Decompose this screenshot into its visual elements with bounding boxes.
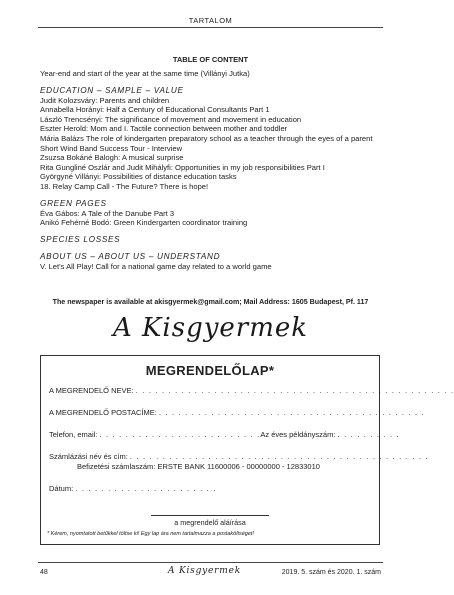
postal-address-field[interactable] (49, 408, 425, 417)
toc-item: Annabella Horányi: Half a Century of Educational Consultants Part 1 (40, 105, 270, 115)
section-title-education: EDUCATION – SAMPLE – VALUE (40, 85, 184, 95)
page-number: 48 (40, 569, 48, 576)
billing-field[interactable] (49, 452, 429, 461)
copies-label: Az éves példányszám: (260, 430, 336, 439)
availability-notice: The newspaper is available at akisgyermek@gmail.com; Mail Address: 1605 Budapest, Pf. 117 (52, 298, 369, 306)
footer-logo: A Kisgyermek (168, 566, 241, 576)
section-title-green-pages: GREEN PAGES (40, 198, 107, 208)
toc-item: Judit Kolozsváry: Parents and children (40, 95, 170, 105)
form-footnote: * Kérem, nyomtatott betűkkel töltse ki! Egy lap ára nem tartalmazza a postaköltséget! (47, 531, 254, 537)
toc-item: Anikó Fehérné Bodó: Green Kindergarten coordinator training (40, 218, 248, 228)
page-header (38, 10, 383, 28)
toc-item: Rita Gungliné Oszlár and Judit Mihályfi: Opportunities in my job responsibilities Part I (40, 162, 325, 172)
name-dots: . . . . . . . . . . . . . . . . . . . . . . . . . . . . . . . . . . . . . . . . . . . . . . . . . (135, 386, 454, 395)
postal-label: A MEGRENDELŐ POSTACÍME: (49, 408, 157, 417)
toc-intro: Year-end and start of the year at the same time (Villányi Jutka) (40, 69, 250, 78)
phone-email-field[interactable] (49, 430, 400, 439)
order-form (40, 355, 454, 545)
billing-dots: . . . . . . . . . . . . . . . . . . . . . . . . . . . . . . . . . . . . . . . . . . . . . . (129, 452, 429, 461)
signature-label: a megrendelő aláírása (174, 518, 246, 527)
bank-account-line: Befizetési számlaszám: ERSTE BANK 11600006 - 00000000 - 12833010 (77, 462, 320, 471)
date-label: Dátum: (49, 484, 74, 493)
toc-item: Éva Gábos: A Tale of the Danube Part 3 (40, 208, 175, 218)
toc-item: Short Wind Band Success Tour - Interview (40, 143, 183, 153)
page-footer (38, 562, 383, 581)
name-field[interactable] (49, 386, 454, 395)
section-title-about-us: ABOUT US – ABOUT US – UNDERSTAND (40, 251, 221, 261)
issue-label: 2019. 5. szám és 2020. 1. szám (281, 569, 381, 576)
table-of-contents (40, 69, 390, 271)
date-dots: . . . . . . . . . . . . . . . . . . . . . . (75, 484, 217, 493)
name-label: A MEGRENDELŐ NEVE: (49, 386, 134, 395)
phone-label: Telefon, email: (49, 430, 98, 439)
signature-line[interactable] (151, 515, 269, 516)
section-title-species-losses: SPECIES LOSSES (40, 234, 121, 244)
toc-item: 18. Relay Camp Call - The Future? There is hope! (40, 181, 209, 191)
toc-item: Zsuzsa Bokáné Balogh: A musical surprise (40, 153, 184, 163)
toc-item: László Trencsényi: The significance of movement and movement in education (40, 114, 302, 124)
magazine-logo: A Kisgyermek (112, 313, 309, 343)
toc-item: V. Let's All Play! Call for a national game day related to a world game (40, 261, 272, 271)
toc-item: Mária Balázs The role of kindergarten preparatory school as a teacher through the eyes of a parent (40, 133, 373, 143)
copies-dots: . . . . . . . . . . (337, 430, 400, 439)
order-form-title: MEGRENDELŐLAP* (145, 363, 275, 378)
date-field[interactable] (49, 484, 371, 493)
header-title: TARTALOM (188, 16, 233, 25)
postal-dots: . . . . . . . . . . . . . . . . . . . . . . . . . . . . . . . . . . . . . . . . . (158, 408, 425, 417)
toc-heading: TABLE OF CONTENT (172, 55, 249, 64)
phone-dots: . . . . . . . . . . . . . . . . . . . . . . . . . (99, 430, 261, 439)
toc-item: Györgyné Villányi: Possibilities of distance education tasks (40, 172, 237, 182)
billing-label: Számlázási név és cím: (49, 452, 128, 461)
toc-item: Eszter Herold: Mom and I. Tactile connection between mother and toddler (40, 124, 288, 134)
